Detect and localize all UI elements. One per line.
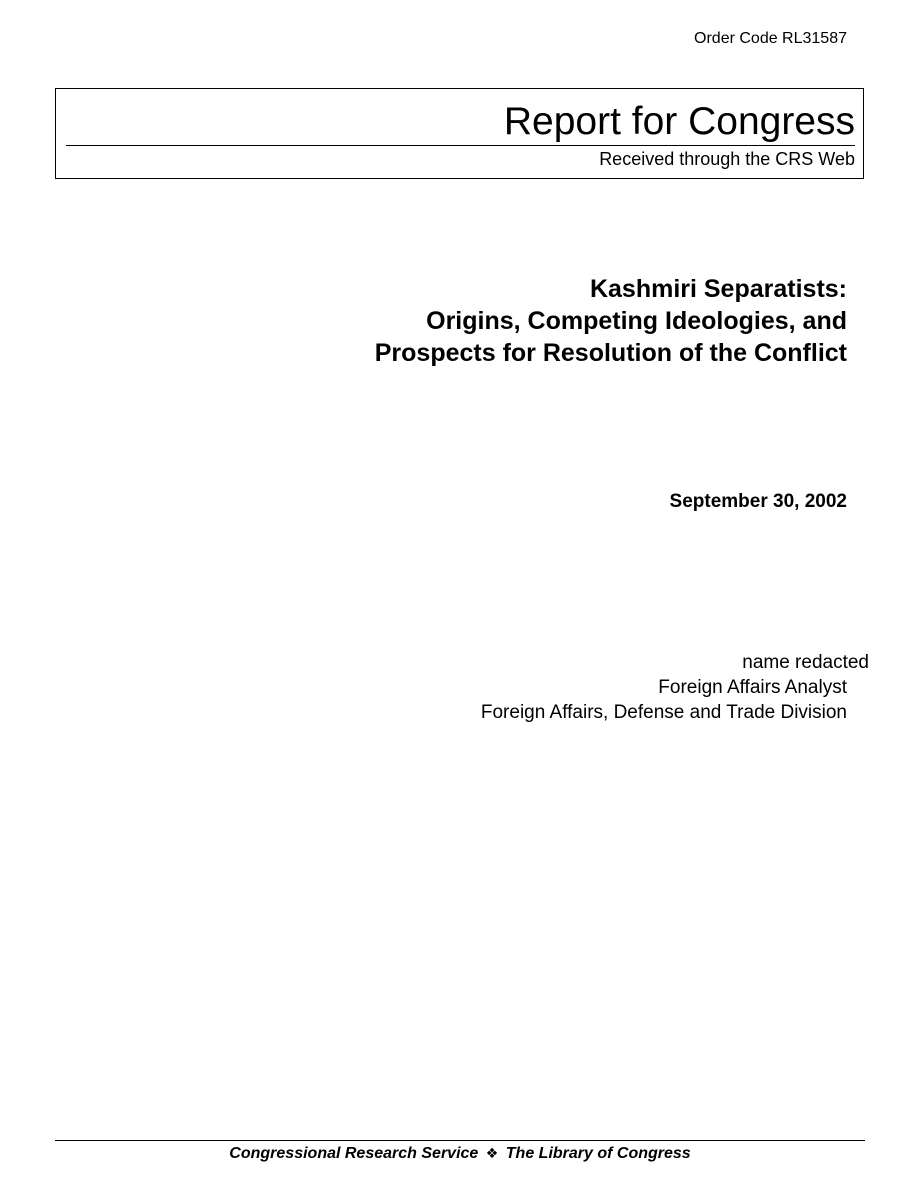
author-name: name redacted <box>742 652 869 673</box>
footer-organization: Congressional Research Service <box>229 1145 479 1162</box>
document-title-line-1: Kashmiri Separatists: <box>589 275 847 303</box>
footer <box>0 1143 920 1165</box>
document-date: September 30, 2002 <box>669 491 847 512</box>
document-title-line-2: Origins, Competing Ideologies, and <box>426 307 847 335</box>
author-role: Foreign Affairs Analyst <box>658 677 847 698</box>
footer-separator-icon: ❖ <box>485 1146 499 1162</box>
document-title-line-3: Prospects for Resolution of the Conflict <box>374 339 847 367</box>
report-subtitle: Received through the CRS Web <box>599 149 855 169</box>
report-title: Report for Congress <box>503 100 855 143</box>
footer-library: The Library of Congress <box>505 1145 691 1162</box>
document-title <box>375 273 847 369</box>
report-header-box <box>55 88 864 179</box>
order-code: Order Code RL31587 <box>694 30 847 47</box>
header-divider <box>66 145 855 146</box>
author-division: Foreign Affairs, Defense and Trade Division <box>480 702 847 723</box>
footer-divider <box>55 1140 865 1141</box>
